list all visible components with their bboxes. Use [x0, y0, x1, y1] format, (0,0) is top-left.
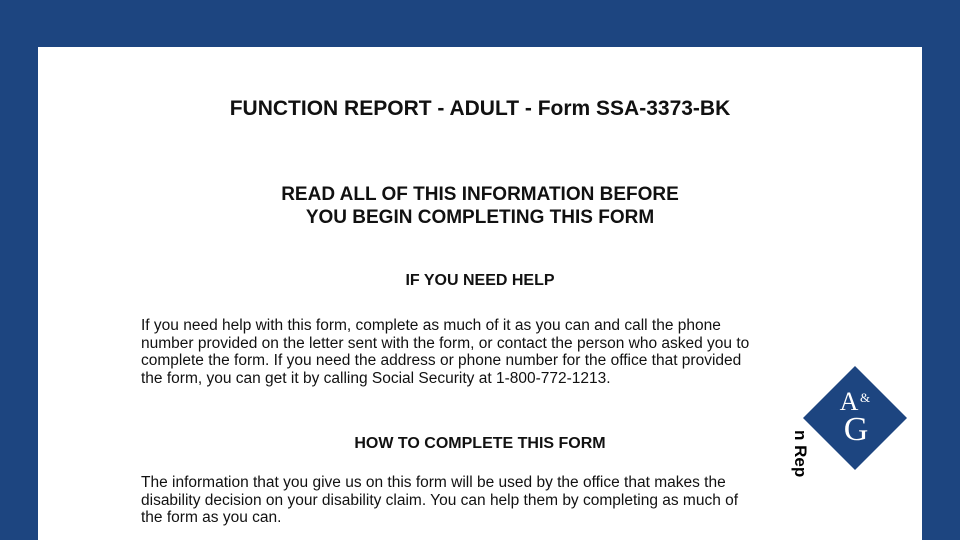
paragraph-line: the form, you can get it by calling Social Security at 1-800-772-1213.: [141, 369, 611, 387]
section-heading-how-to: HOW TO COMPLETE THIS FORM: [354, 435, 606, 452]
paragraph-line: If you need help with this form, complete as much of it as you can and call the phone: [141, 317, 721, 334]
firm-logo: [799, 362, 911, 474]
logo-letter-g: G: [843, 411, 869, 448]
section-paragraph-how-to: [141, 474, 841, 527]
read-all-line-1: READ ALL OF THIS INFORMATION BEFORE: [281, 184, 679, 205]
document-title: FUNCTION REPORT - ADULT - Form SSA-3373-BK: [229, 97, 731, 120]
read-all-notice: [38, 183, 922, 229]
read-all-line-2: YOU BEGIN COMPLETING THIS FORM: [305, 207, 655, 228]
logo-letter-a: A: [839, 387, 859, 416]
section-paragraph-help: [141, 317, 841, 387]
logo-ampersand: &: [859, 390, 871, 405]
side-vertical-text: n Rep: [791, 430, 810, 478]
paragraph-line: number provided on the letter sent with the form, or contact the person who asked you to: [141, 334, 750, 352]
paragraph-line: The information that you give us on this form will be used by the office that makes the: [141, 474, 726, 491]
paragraph-line: disability decision on your disability claim. You can help them by completing as much of: [141, 491, 739, 509]
paragraph-line: the form as you can.: [141, 509, 282, 526]
paragraph-line: complete the form. If you need the address or phone number for the office that provided: [141, 352, 742, 369]
section-heading-help: IF YOU NEED HELP: [405, 272, 555, 289]
